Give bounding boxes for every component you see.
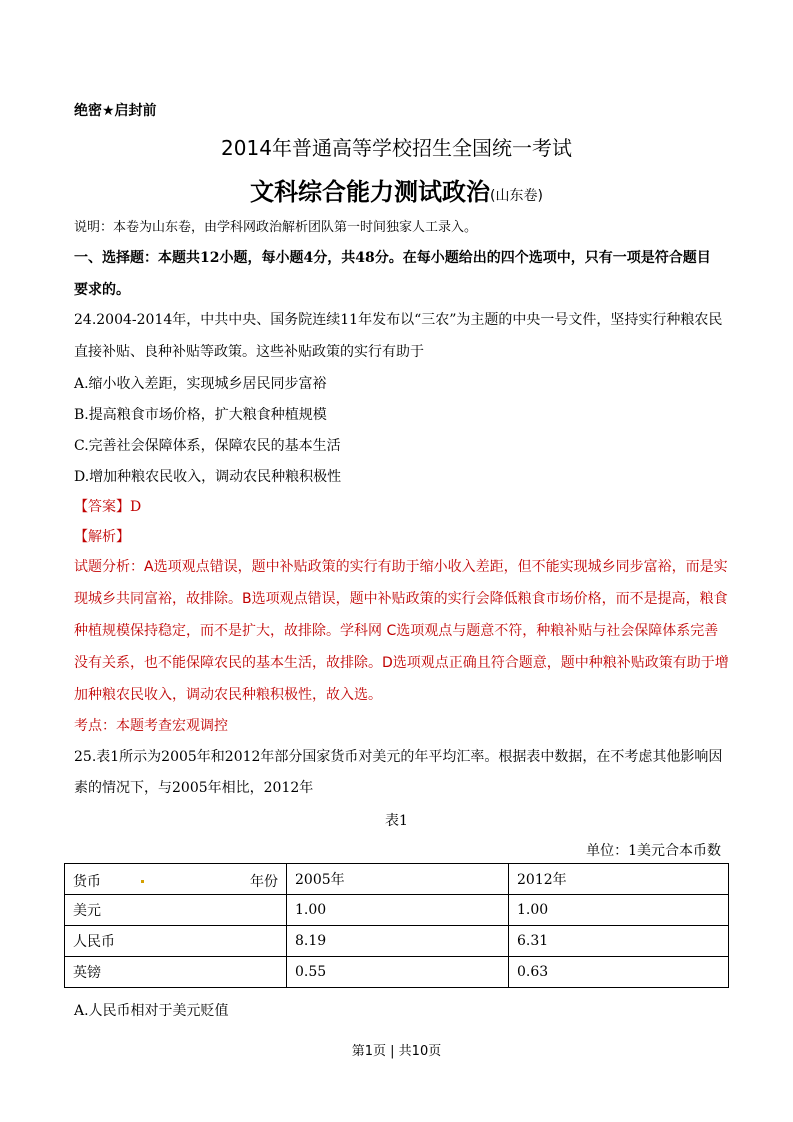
- value-2012-cell: 6.31: [509, 926, 729, 957]
- q25-stem-line2: 素的情况下，与2005年相比，2012年: [74, 780, 314, 796]
- currency-cell: 美元: [65, 895, 287, 926]
- q24-kaodian: 考点：本题考查宏观调控: [74, 718, 228, 734]
- q24-analysis-line4: 没有关系，也不能保障农民的基本生活，故排除。D选项观点正确且符合题意，题中种粮补贴政策有助于增: [74, 655, 729, 671]
- table-header-row: [65, 864, 729, 895]
- currency-cell: 英镑: [65, 957, 287, 988]
- header-2005: 2005年: [287, 864, 509, 895]
- q24-option-c: C.完善社会保障体系，保障农民的基本生活: [74, 438, 341, 454]
- value-2005-cell: 8.19: [287, 926, 509, 957]
- exam-title: 2014年普通高等学校招生全国统一考试: [221, 136, 572, 160]
- q24-option-d: D.增加种粮农民收入，调动农民种粮积极性: [74, 469, 342, 485]
- q24-answer: 【答案】D: [74, 499, 142, 515]
- exchange-rate-table: [64, 863, 729, 988]
- q24-analysis-line3: 种植规模保持稳定，而不是扩大，故排除。学科网 C选项观点与题意不符，种粮补贴与社会保障体系完善: [74, 623, 719, 639]
- table-row: [65, 957, 729, 988]
- header-year-label: 年份: [250, 874, 278, 890]
- subtitle-text: 文科综合能力测试政治: [250, 178, 491, 206]
- value-2005-cell: 1.00: [287, 895, 509, 926]
- q25-stem-line1: 25.表1所示为2005年和2012年部分国家货币对美元的年平均汇率。根据表中数据，在不考虑其他影响因: [74, 749, 723, 765]
- section-heading-line1: 一、选择题：本题共12小题，每小题4分，共48分。在每小题给出的四个选项中，只有一项是符合题目: [74, 250, 711, 266]
- q24-option-b: B.提高粮食市场价格，扩大粮食种植规模: [74, 407, 327, 423]
- q24-analysis-line5: 加种粮农民收入，调动农民种粮积极性，故入选。: [74, 687, 382, 703]
- value-2005-cell: 0.55: [287, 957, 509, 988]
- header-corner-cell: [65, 864, 287, 895]
- q24-analysis-label: 【解析】: [74, 529, 130, 545]
- header-currency-label: 货币: [73, 874, 101, 890]
- q24-option-a: A.缩小收入差距，实现城乡居民同步富裕: [74, 376, 327, 392]
- explanation-note: 说明：本卷为山东卷，由学科网政治解析团队第一时间独家人工录入。: [74, 220, 478, 235]
- currency-cell: 人民币: [65, 926, 287, 957]
- q24-stem-line2: 直接补贴、良种补贴等政策。这些补贴政策的实行有助于: [74, 344, 424, 360]
- table-caption: 表1: [385, 813, 408, 829]
- q25-option-a: A.人民币相对于美元贬值: [74, 1003, 229, 1019]
- table-unit: 单位：1美元合本币数: [586, 843, 721, 859]
- page-footer: 第1页 | 共10页: [351, 1044, 442, 1059]
- exam-subtitle: [0, 172, 793, 207]
- stray-dot: [141, 880, 144, 883]
- q24-analysis-line1: 试题分析：A选项观点错误，题中补贴政策的实行有助于缩小收入差距，但不能实现城乡同步富裕，而是实: [74, 559, 728, 575]
- secret-label: 绝密★启封前: [74, 103, 157, 119]
- q24-stem-line1: 24.2004-2014年，中共中央、国务院连续11年发布以“三农”为主题的中央一号文件，坚持实行种粮农民: [74, 312, 723, 328]
- header-2012: 2012年: [509, 864, 729, 895]
- table-row: [65, 926, 729, 957]
- table-row: [65, 895, 729, 926]
- value-2012-cell: 1.00: [509, 895, 729, 926]
- section-heading-line2: 要求的。: [74, 282, 130, 298]
- q24-analysis-line2: 现城乡共同富裕，故排除。B选项观点错误，题中补贴政策的实行会降低粮食市场价格，而不是提高，粮食: [74, 591, 728, 607]
- subtitle-note: (山东卷): [490, 188, 543, 204]
- value-2012-cell: 0.63: [509, 957, 729, 988]
